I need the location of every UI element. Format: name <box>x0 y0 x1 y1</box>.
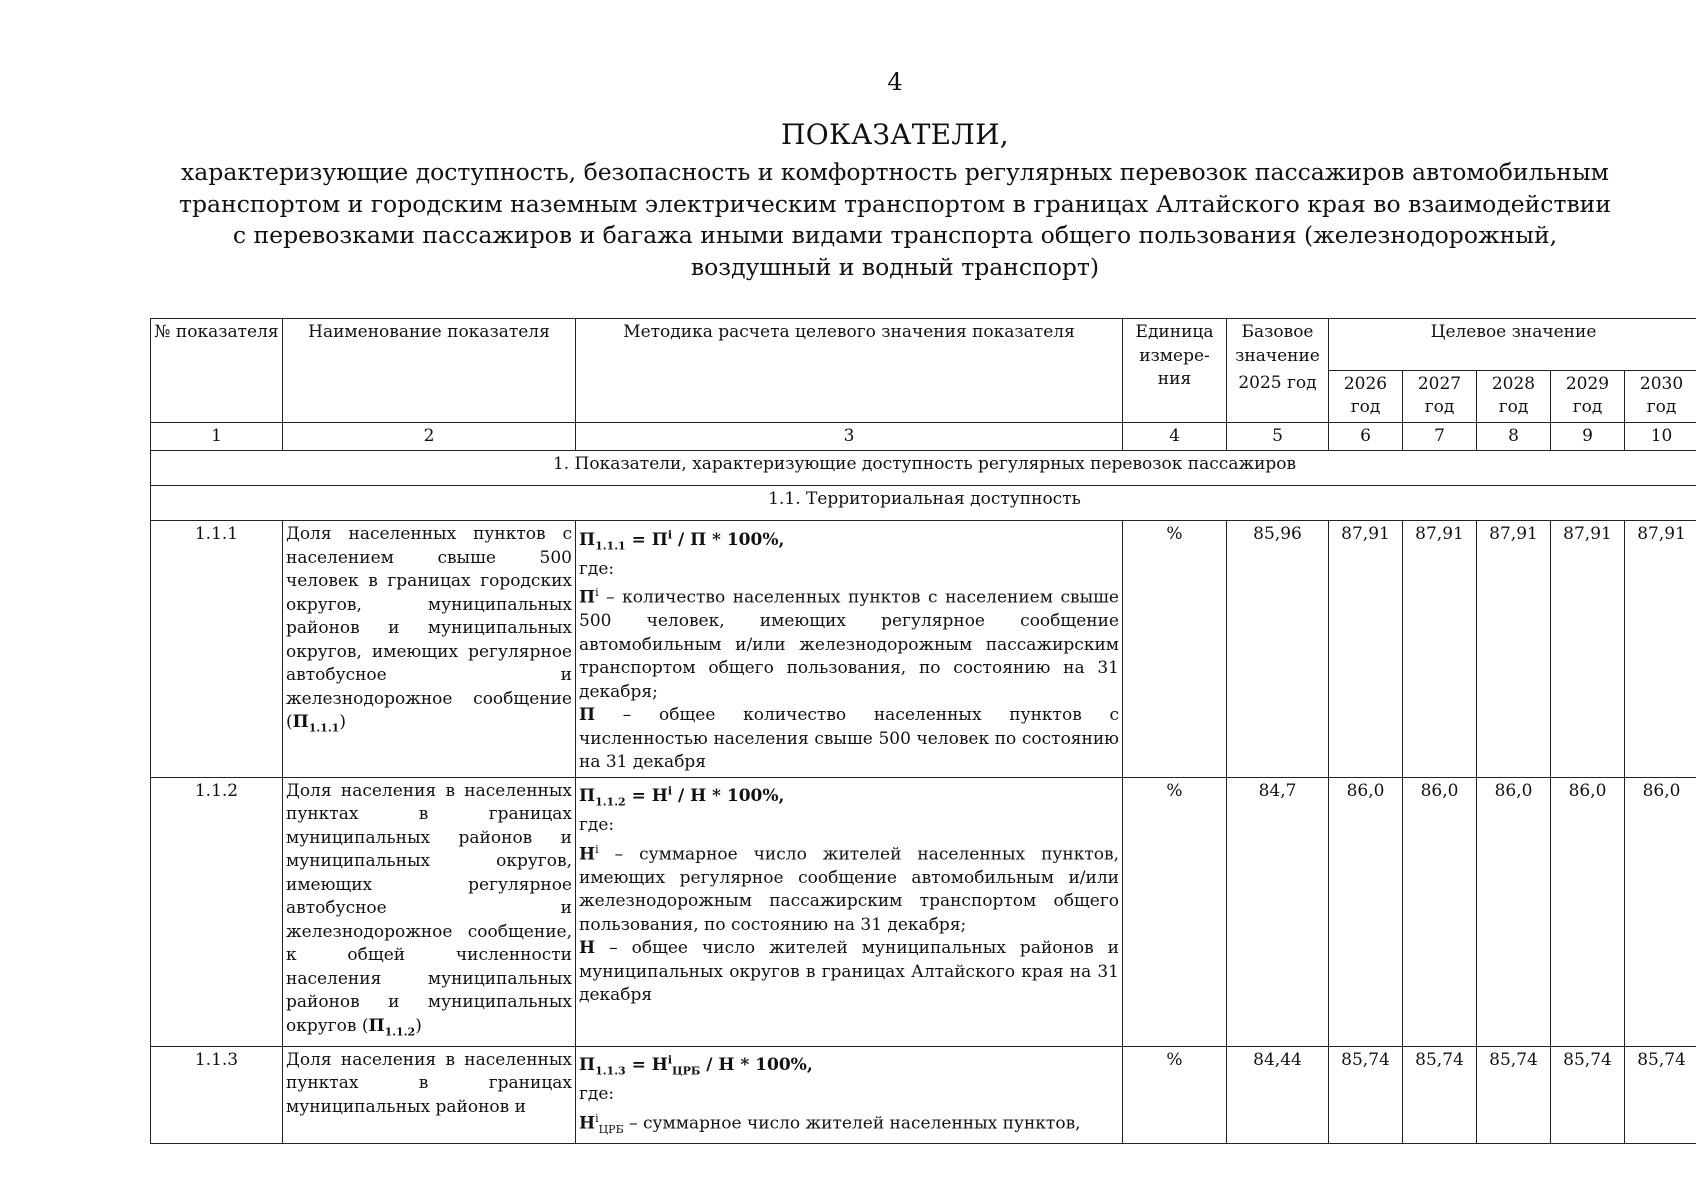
indicator-target-value: 86,0 <box>1329 777 1403 1046</box>
indicator-id: 1.1.1 <box>151 521 283 778</box>
indicator-target-value: 87,91 <box>1329 521 1403 778</box>
indicator-target-value: 85,74 <box>1403 1046 1477 1144</box>
indicator-target-value: 86,0 <box>1551 777 1625 1046</box>
document-title: ПОКАЗАТЕЛИ, <box>781 118 1009 151</box>
indicator-id: 1.1.3 <box>151 1046 283 1144</box>
indicator-target-value: 87,91 <box>1403 521 1477 778</box>
header-base-year: 2025 год <box>1227 370 1329 422</box>
header-unit: Единица измере-ния <box>1123 319 1227 423</box>
header-method: Методика расчета целевого значения показателя <box>576 319 1123 423</box>
header-year-2029: 2029 год <box>1551 370 1625 422</box>
indicator-method: $П_{1.1.2} = Н^i / Н * 100\%$, где: $Н^i$ – суммарное число жителей населенных пунктов, имеющих регулярное сообщение автомобильным и/или железнодорожным пассажирским транспортом общего пользования, по состоянию на 31 декабря; Н – общее число жителей муниципальных районов и муниципальных округов в границах Алтайского края на 31 декабря <box>576 777 1123 1046</box>
indicator-id: 1.1.2 <box>151 777 283 1046</box>
indicator-target-value: 85,74 <box>1477 1046 1551 1144</box>
subsection-row <box>151 486 1696 521</box>
table-row <box>151 1046 1696 1144</box>
section-row <box>151 451 1696 486</box>
indicator-method: $П_{1.1.3} = Н^i_{ЦРБ} / Н * 100\%$, где: $Н^i_{ЦРБ}$ – суммарное число жителей населенных пунктов, <box>576 1046 1123 1144</box>
formula: $П_{1.1.2} = Н^i / Н * 100\%$, <box>579 784 785 809</box>
subsection-heading: 1.1. Территориальная доступность <box>151 486 1696 521</box>
column-number: 1 <box>151 422 283 451</box>
indicator-target-value: 87,91 <box>1477 521 1551 778</box>
indicator-target-value: 87,91 <box>1551 521 1625 778</box>
indicator-target-value: 86,0 <box>1403 777 1477 1046</box>
indicator-target-value: 85,74 <box>1625 1046 1696 1144</box>
indicator-base-value: 85,96 <box>1227 521 1329 778</box>
header-year-2027: 2027 год <box>1403 370 1477 422</box>
indicator-base-value: 84,44 <box>1227 1046 1329 1144</box>
column-number: 10 <box>1625 422 1696 451</box>
header-target: Целевое значение <box>1329 319 1696 371</box>
column-number: 6 <box>1329 422 1403 451</box>
indicator-unit: % <box>1123 521 1227 778</box>
header-year-2030: 2030 год <box>1625 370 1696 422</box>
table-row <box>151 777 1696 1046</box>
indicators-table <box>150 318 1696 1144</box>
indicator-target-value: 87,91 <box>1625 521 1696 778</box>
indicator-unit: % <box>1123 777 1227 1046</box>
section-heading: 1. Показатели, характеризующие доступность регулярных перевозок пассажиров <box>151 451 1696 486</box>
header-name: Наименование показателя <box>283 319 576 423</box>
indicator-target-value: 86,0 <box>1625 777 1696 1046</box>
indicator-name: Доля населенных пунктов с населением свыше 500 человек в границах городских округов, муниципальных районов и муниципальных округов, имеющих регулярное автобусное и железнодорожное сообщение $(П_{1.1.1})$ <box>283 521 576 778</box>
column-numbers-row <box>151 422 1696 451</box>
formula: $П_{1.1.1} = П^i / П * 100\%$, <box>579 528 785 553</box>
indicator-base-value: 84,7 <box>1227 777 1329 1046</box>
column-number: 2 <box>283 422 576 451</box>
indicator-target-value: 86,0 <box>1477 777 1551 1046</box>
column-number: 7 <box>1403 422 1477 451</box>
column-number: 9 <box>1551 422 1625 451</box>
indicator-target-value: 85,74 <box>1551 1046 1625 1144</box>
indicator-name: Доля населения в населенных пунктах в границах муниципальных районов и муниципальных округов, имеющих регулярное автобусное и железнодорожное сообщение, к общей численности населения муниципальных районов и муниципальных округов $(П_{1.1.2})$ <box>283 777 576 1046</box>
formula: $П_{1.1.3} = Н^i_{ЦРБ} / Н * 100\%$, <box>579 1053 813 1078</box>
column-number: 5 <box>1227 422 1329 451</box>
column-number: 8 <box>1477 422 1551 451</box>
column-number: 4 <box>1123 422 1227 451</box>
page-number: 4 <box>887 68 903 96</box>
header-number: № показателя <box>151 319 283 423</box>
header-year-2026: 2026 год <box>1329 370 1403 422</box>
table-row <box>151 521 1696 778</box>
header-base: Базовое значение <box>1227 319 1329 371</box>
indicator-method: $П_{1.1.1} = П^i / П * 100\%$, где: $П^i$ – количество населенных пунктов с населением свыше 500 человек, имеющих регулярное сообщение автомобильным и/или железнодорожным пассажирским транспортом общего пользования, по состоянию на 31 декабря; П – общее количество населенных пунктов с численностью населения свыше 500 человек по состоянию на 31 декабря <box>576 521 1123 778</box>
indicator-name: Доля населения в населенных пунктах в границах муниципальных районов и <box>283 1046 576 1144</box>
column-number: 3 <box>576 422 1123 451</box>
document-subtitle: характеризующие доступность, безопасность и комфортность регулярных перевозок пассажиров автомобильным транспортом и городским наземным электрическим транспортом в границах Алтайского края во взаимодействии с перевозками пассажиров и багажа иными видами транспорта общего пользования (железнодорожный, воздушный и водный транспорт) <box>178 158 1612 281</box>
indicator-unit: % <box>1123 1046 1227 1144</box>
header-year-2028: 2028 год <box>1477 370 1551 422</box>
indicator-target-value: 85,74 <box>1329 1046 1403 1144</box>
header-row <box>151 319 1696 371</box>
